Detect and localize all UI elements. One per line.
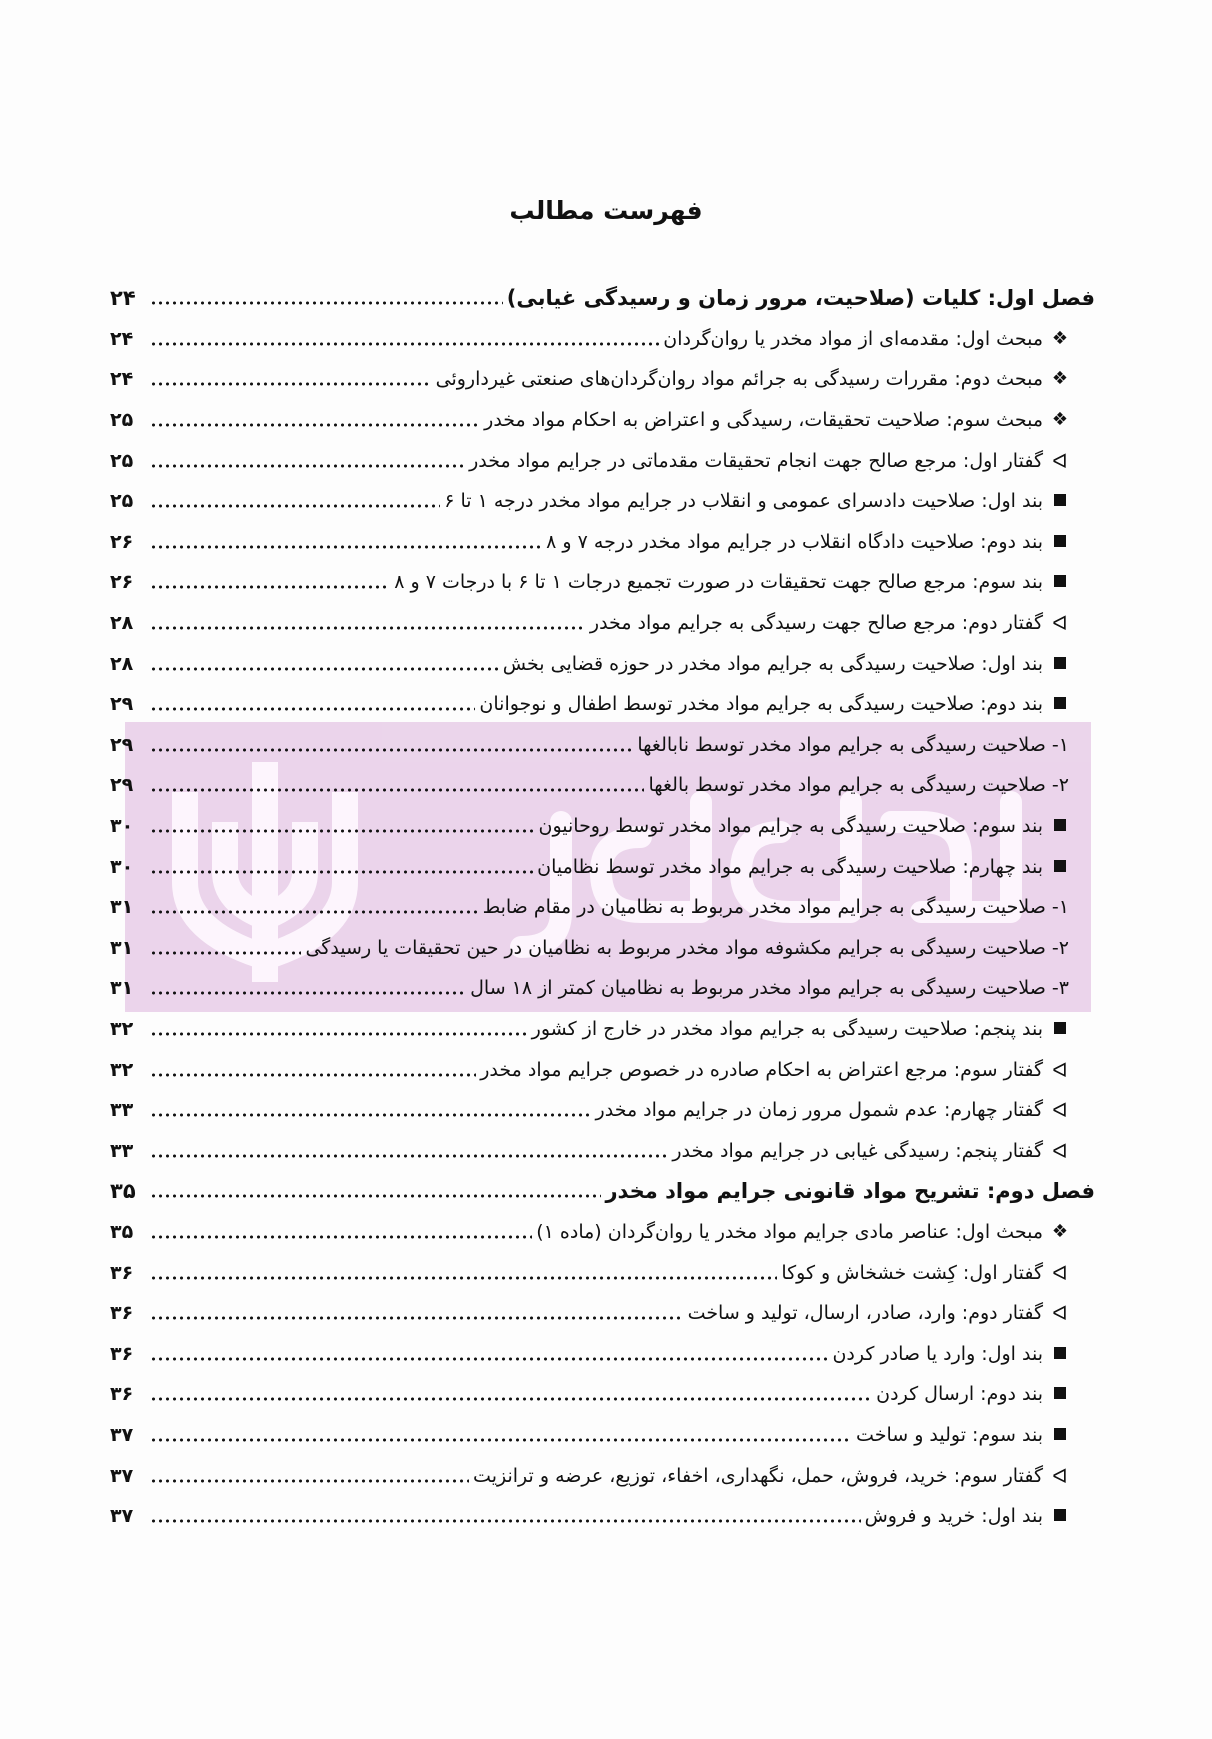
toc-entry-title: گفتار دوم: مرجع صالح جهت رسیدگی به جرایم مواد مخدر — [589, 612, 1043, 635]
toc-page-number: ۳۵ — [110, 1220, 134, 1243]
square-bullet-icon — [1049, 695, 1071, 713]
toc-page-number: ۳۶ — [110, 1342, 134, 1365]
toc-entry-title: ۱- صلاحیت رسیدگی به جرایم مواد مخدر توسط نابالغها — [637, 733, 1069, 756]
dot-leader — [150, 1519, 861, 1523]
arrowhead-bullet-icon: ᐊ — [1052, 1098, 1068, 1123]
toc-entry — [110, 1415, 1095, 1456]
toc-entry — [110, 481, 1095, 522]
toc-page-number: ۳۵ — [110, 1179, 136, 1204]
toc-entry-title: فصل دوم: تشریح مواد قانونی جرایم مواد مخدر — [605, 1179, 1095, 1204]
toc-page-number: ۳۱ — [110, 936, 134, 959]
diamond-bullet-icon: ❖ — [1051, 327, 1069, 349]
toc-entry-title: بند اول: خرید و فروش — [864, 1505, 1043, 1528]
toc-page-number: ۳۷ — [110, 1423, 134, 1446]
toc-page-number: ۲۶ — [110, 530, 134, 553]
toc-page-number: ۳۷ — [110, 1505, 134, 1528]
table-of-contents — [110, 278, 1095, 1536]
toc-page-number: ۲۸ — [110, 652, 134, 675]
dot-leader — [150, 1276, 777, 1280]
toc-entry — [110, 1252, 1095, 1293]
arrowhead-bullet-icon: ᐊ — [1052, 1138, 1068, 1163]
diamond-bullet-icon: ❖ — [1051, 409, 1069, 431]
toc-entry-title: بند اول: صلاحیت رسیدگی به جرایم مواد مخدر در حوزه قضایی بخش — [502, 652, 1043, 675]
toc-entry — [110, 1171, 1095, 1212]
toc-entry — [110, 603, 1095, 644]
dot-leader — [150, 1479, 469, 1483]
toc-entry-title: بند اول: وارد یا صادر کردن — [832, 1342, 1043, 1365]
toc-page-number: ۲۵ — [110, 490, 134, 513]
toc-entry-title: گفتار اول: کِشت خشخاش و کوکا — [781, 1261, 1043, 1284]
toc-entry — [110, 1212, 1095, 1253]
square-bullet-icon — [1049, 858, 1071, 876]
toc-entry — [110, 928, 1095, 969]
toc-entry — [110, 562, 1095, 603]
dot-leader — [150, 464, 465, 468]
dot-leader — [150, 707, 475, 711]
square-bullet-icon — [1049, 817, 1071, 835]
toc-page-number: ۲۹ — [110, 693, 134, 716]
toc-entry-title: گفتار چهارم: عدم شمول مرور زمان در جرایم مواد مخدر — [595, 1099, 1043, 1122]
toc-entry-title: گفتار سوم: مرجع اعتراض به احکام صادره در خصوص جرایم مواد مخدر — [480, 1058, 1043, 1081]
dot-leader — [150, 1235, 532, 1239]
toc-entry-title: بند سوم: تولید و ساخت — [856, 1423, 1043, 1446]
dot-leader — [150, 342, 659, 346]
toc-page-number: ۲۵ — [110, 449, 134, 472]
toc-entry-title: گفتار اول: مرجع صالح جهت انجام تحقیقات مقدماتی در جرایم مواد مخدر — [469, 449, 1043, 472]
dot-leader — [150, 1357, 828, 1361]
toc-entry-title: بند سوم: صلاحیت رسیدگی به جرایم مواد مخدر توسط روحانیون — [538, 815, 1043, 838]
page-title: فهرست مطالب — [509, 196, 703, 225]
toc-page-number: ۳۶ — [110, 1261, 134, 1284]
toc-entry-title: بند دوم: ارسال کردن — [876, 1383, 1043, 1406]
arrowhead-bullet-icon: ᐊ — [1052, 1057, 1068, 1082]
toc-page-number: ۲۴ — [110, 286, 136, 311]
dot-leader — [150, 870, 533, 874]
dot-leader — [150, 626, 586, 630]
toc-page-number: ۳۳ — [110, 1099, 134, 1122]
toc-entry-title: ۲- صلاحیت رسیدگی به جرایم مواد مخدر توسط بالغها — [648, 774, 1069, 797]
toc-entry — [110, 400, 1095, 441]
toc-entry — [110, 1496, 1095, 1537]
toc-entry-title: بند دوم: صلاحیت دادگاه انقلاب در جرایم مواد مخدر درجه ۷ و ۸ — [546, 530, 1043, 553]
toc-entry — [110, 846, 1095, 887]
toc-entry — [110, 1455, 1095, 1496]
toc-entry — [110, 1374, 1095, 1415]
toc-page-number: ۳۲ — [110, 1017, 134, 1040]
dot-leader — [150, 788, 644, 792]
toc-entry-title: فصل اول: کلیات (صلاحیت، مرور زمان و رسیدگی غیابی) — [506, 286, 1095, 311]
toc-entry-title: گفتار پنجم: رسیدگی غیابی در جرایم مواد مخدر — [672, 1139, 1043, 1162]
toc-entry — [110, 1333, 1095, 1374]
toc-entry — [110, 440, 1095, 481]
toc-entry — [110, 1130, 1095, 1171]
toc-entry-title: بند دوم: صلاحیت رسیدگی به جرایم مواد مخدر توسط اطفال و نوجوانان — [479, 693, 1043, 716]
arrowhead-bullet-icon: ᐊ — [1052, 448, 1068, 473]
square-bullet-icon — [1049, 573, 1071, 591]
dot-leader — [150, 748, 633, 752]
square-bullet-icon — [1049, 1345, 1071, 1363]
toc-entry — [110, 643, 1095, 684]
dot-leader — [150, 1438, 852, 1442]
dot-leader — [150, 585, 390, 589]
toc-entry-title: بند چهارم: صلاحیت رسیدگی به جرایم مواد مخدر توسط نظامیان — [537, 855, 1043, 878]
toc-page-number: ۲۹ — [110, 733, 134, 756]
square-bullet-icon — [1049, 1507, 1071, 1525]
dot-leader — [150, 1194, 601, 1198]
toc-entry — [110, 359, 1095, 400]
dot-leader — [150, 991, 466, 995]
toc-entry-title: بند اول: صلاحیت دادسرای عمومی و انقلاب در جرایم مواد مخدر درجه ۱ تا ۶ — [444, 490, 1043, 513]
toc-page-number: ۲۴ — [110, 368, 134, 391]
dot-leader — [150, 1113, 592, 1117]
toc-entry — [110, 684, 1095, 725]
dot-leader — [150, 1154, 668, 1158]
toc-entry — [110, 1293, 1095, 1334]
toc-entry — [110, 968, 1095, 1009]
dot-leader — [150, 504, 440, 508]
square-bullet-icon — [1049, 1426, 1071, 1444]
toc-entry — [110, 725, 1095, 766]
toc-entry — [110, 806, 1095, 847]
toc-entry — [110, 278, 1095, 319]
dot-leader — [150, 829, 534, 833]
toc-page-number: ۲۸ — [110, 612, 134, 635]
dot-leader — [150, 1397, 872, 1401]
toc-entry — [110, 1090, 1095, 1131]
toc-entry — [110, 1009, 1095, 1050]
dot-leader — [150, 910, 479, 914]
diamond-bullet-icon: ❖ — [1051, 1220, 1069, 1242]
toc-entry-title: ۲- صلاحیت رسیدگی به جرایم مکشوفه مواد مخدر مربوط به نظامیان در حین تحقیقات یا رسیدگی — [305, 936, 1069, 959]
toc-page-number: ۲۴ — [110, 327, 134, 350]
toc-entry-title: بند پنجم: صلاحیت رسیدگی به جرایم مواد مخدر در خارج از کشور — [531, 1017, 1043, 1040]
dot-leader — [150, 951, 301, 955]
toc-page-number: ۳۳ — [110, 1139, 134, 1162]
toc-page-number: ۳۱ — [110, 896, 134, 919]
toc-entry — [110, 887, 1095, 928]
toc-entry — [110, 1049, 1095, 1090]
toc-page-number: ۲۹ — [110, 774, 134, 797]
arrowhead-bullet-icon: ᐊ — [1052, 611, 1068, 636]
toc-page-number: ۳۰ — [110, 815, 134, 838]
square-bullet-icon — [1049, 655, 1071, 673]
toc-entry-title: ۱- صلاحیت رسیدگی به جرایم مواد مخدر مربوط به نظامیان در مقام ضابط — [482, 896, 1069, 919]
toc-page-number: ۳۰ — [110, 855, 134, 878]
toc-entry — [110, 765, 1095, 806]
dot-leader — [150, 1316, 684, 1320]
toc-entry-title: مبحث اول: عناصر مادی جرایم مواد مخدر یا روان‌گردان (ماده ۱) — [536, 1220, 1043, 1243]
dot-leader — [150, 545, 542, 549]
square-bullet-icon — [1049, 492, 1071, 510]
toc-page-number: ۲۶ — [110, 571, 134, 594]
dot-leader — [150, 667, 499, 671]
arrowhead-bullet-icon: ᐊ — [1052, 1260, 1068, 1285]
square-bullet-icon — [1049, 533, 1071, 551]
toc-entry-title: مبحث اول: مقدمه‌ای از مواد مخدر یا روان‌گردان — [663, 327, 1043, 350]
toc-entry-title: ۳- صلاحیت رسیدگی به جرایم مواد مخدر مربوط به نظامیان کمتر از ۱۸ سال — [470, 977, 1069, 1000]
toc-page-number: ۳۱ — [110, 977, 134, 1000]
dot-leader — [150, 1073, 476, 1077]
dot-leader — [150, 382, 432, 386]
toc-page-number: ۳۷ — [110, 1464, 134, 1487]
dot-leader — [150, 1032, 528, 1036]
arrowhead-bullet-icon: ᐊ — [1052, 1463, 1068, 1488]
toc-entry-title: گفتار دوم: وارد، صادر، ارسال، تولید و ساخت — [687, 1302, 1043, 1325]
dot-leader — [150, 423, 480, 427]
toc-page-number: ۲۵ — [110, 409, 134, 432]
dot-leader — [150, 301, 503, 305]
diamond-bullet-icon: ❖ — [1051, 368, 1069, 390]
toc-entry — [110, 319, 1095, 360]
square-bullet-icon — [1049, 1020, 1071, 1038]
toc-entry-title: مبحث سوم: صلاحیت تحقیقات، رسیدگی و اعتراض به احکام مواد مخدر — [484, 409, 1043, 432]
toc-page-number: ۳۶ — [110, 1302, 134, 1325]
toc-entry-title: مبحث دوم: مقررات رسیدگی به جرائم مواد روان‌گردان‌های صنعتی غیرداروئی — [435, 368, 1043, 391]
toc-entry-title: گفتار سوم: خرید، فروش، حمل، نگهداری، اخفاء، توزیع، عرضه و ترانزیت — [473, 1464, 1043, 1487]
toc-page-number: ۳۲ — [110, 1058, 134, 1081]
toc-entry — [110, 522, 1095, 563]
toc-entry-title: بند سوم: مرجع صالح جهت تحقیقات در صورت تجمیع درجات ۱ تا ۶ با درجات ۷ و ۸ — [394, 571, 1043, 594]
square-bullet-icon — [1049, 1385, 1071, 1403]
arrowhead-bullet-icon: ᐊ — [1052, 1301, 1068, 1326]
toc-page-number: ۳۶ — [110, 1383, 134, 1406]
